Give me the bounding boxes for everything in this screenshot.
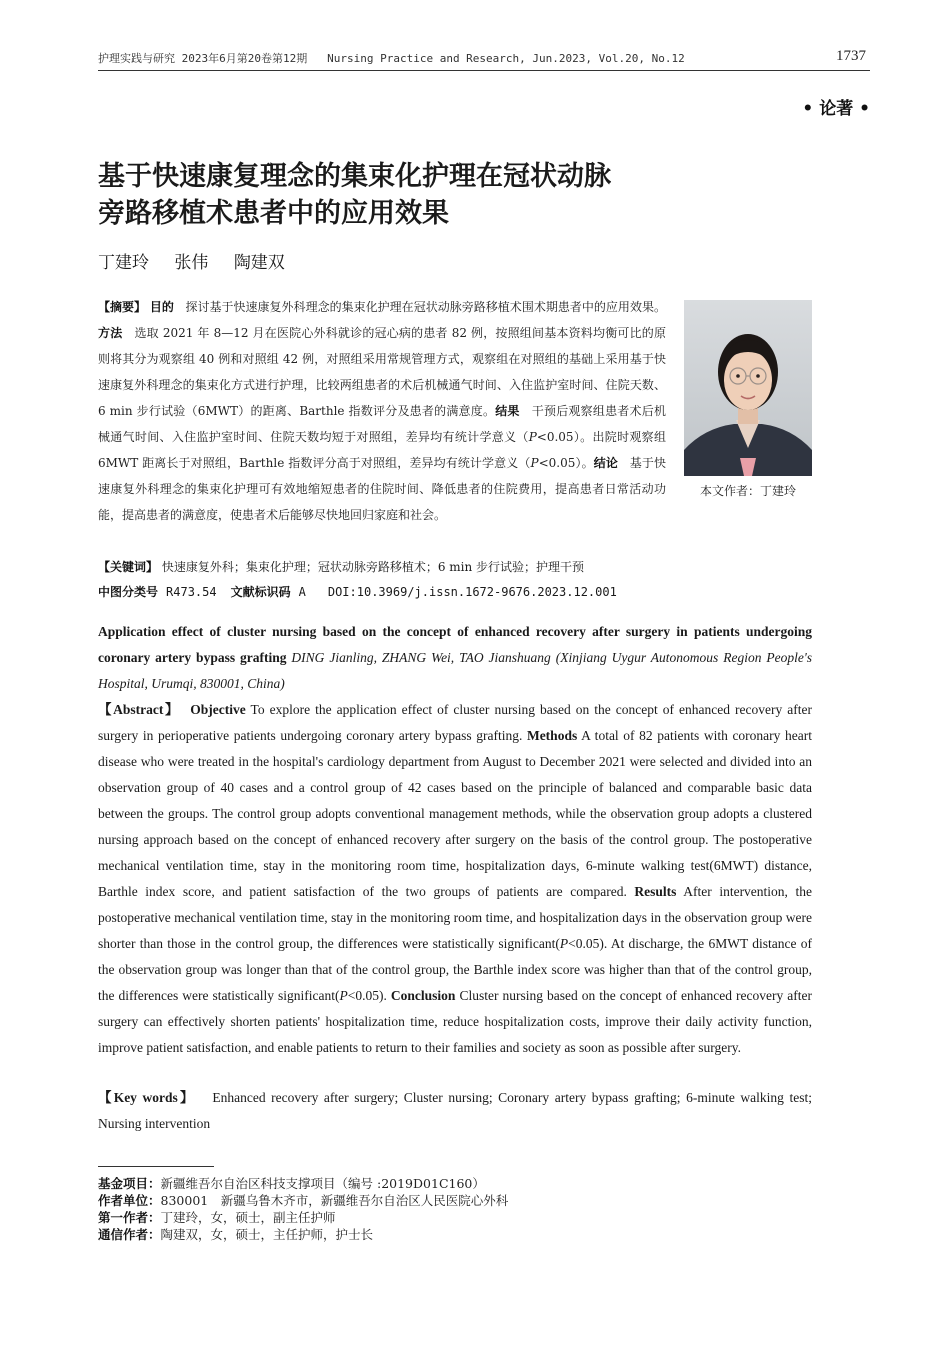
journal-info xyxy=(98,50,685,66)
abstract-label: 【Abstract】 xyxy=(98,702,181,717)
objective-text: To explore the application effect of cluster nursing based on the concept of enhanced recovery after surgery in perioperative patients undergoing coronary artery bypass grafting. xyxy=(98,702,813,743)
footnote-label: 基金项目： xyxy=(98,1176,161,1191)
results-text: ）。 xyxy=(575,456,594,470)
english-title-block xyxy=(98,619,812,697)
author-name: 丁建玲 xyxy=(98,253,149,273)
p-symbol: P xyxy=(339,988,348,1003)
footnote-label: 第一作者： xyxy=(98,1210,161,1225)
footnote-label: 通信作者： xyxy=(98,1227,161,1242)
p-value: <0.05 xyxy=(568,936,600,951)
journal-name-cn: 护理实践与研究 2023年6月第20卷第12期 xyxy=(98,52,308,65)
footnote-affiliation xyxy=(98,1192,812,1209)
methods-text: A total of 82 patients with coronary heart disease who were treated in the hospital's cardiology department from August to December 2021 were selected and divided into an observation group of 40 cases and a control group of 42 cases based on the principle of balanced and comparable basic data between the groups. The control group adopts conventional management methods, while the observation group adopts a clustered nursing approach based on the concept of enhanced recovery after surgery on the basis of the control group. The postoperative mechanical ventilation time, stay in the monitoring room time, hospitalization days, 6-minute walking test(6MWT) distance, Barthle index score, and patient satisfaction of the two groups of patients are compared. xyxy=(98,728,813,899)
p-symbol: P xyxy=(559,936,569,951)
keywords-en xyxy=(98,1085,812,1137)
author-list xyxy=(98,248,305,273)
objective-text: 探讨基于快速康复外科理念的集束化护理在冠状动脉旁路移植术围术期患者中的应用效果。 xyxy=(185,300,666,314)
running-header xyxy=(98,50,870,71)
keywords-label: 【关键词】 xyxy=(98,560,159,574)
p-value: <0.05 xyxy=(536,430,574,444)
article-title xyxy=(98,158,738,232)
conclusion-text: Cluster nursing based on the concept of enhanced recovery after surgery can effectively shorten patients' hospitalization time, reduce hospitalization costs, improve their daily activity function, improve patient satisfaction, and enable patients to return to their families and society as soon as possible after surgery. xyxy=(98,988,813,1055)
footnotes xyxy=(98,1175,812,1243)
p-value: <0.05 xyxy=(538,456,576,470)
conclusion-label: 结论 xyxy=(593,456,618,470)
doc-code: A xyxy=(298,585,306,599)
results-text: ). xyxy=(379,988,387,1003)
methods-label: Methods xyxy=(526,728,578,743)
footnote-first-author xyxy=(98,1209,812,1226)
methods-text: 选取 2021 年 8—12 月在医院心外科就诊的冠心病的患者 82 例，按照组间基本资料均衡可比的原则将其分为观察组 40 例和对照组 42 例，对照组采用常规管理方式，观察组在对照组的基础上采用基于快速康复外科理念的集束化方式进行护理，比较两组患者的术后机械通气时间、入住监护室时间、住院天数、6 min 步行试验（6MWT）的距离、Barthle 指数评分及患者的满意度。 xyxy=(98,326,666,418)
abstract-en xyxy=(98,697,812,1061)
conclusion-text: 基于快速康复外科理念的集束化护理可有效地缩短患者的住院时间、降低患者的住院费用，提高患者日常活动功能，提高患者的满意度，使患者术后能够尽快地回归家庭和社会。 xyxy=(98,456,666,522)
footnote-text: 陶建双，女，硕士，主任护师，护士长 xyxy=(160,1227,374,1242)
objective-label: Objective xyxy=(190,702,246,717)
keywords-cn xyxy=(98,554,666,580)
author-name: 陶建双 xyxy=(233,253,285,273)
author-portrait-image xyxy=(684,300,812,476)
classification-line xyxy=(98,580,631,604)
footnote-label: 作者单位： xyxy=(98,1193,161,1208)
doi: DOI:10.3969/j.issn.1672-9676.2023.12.001 xyxy=(327,585,617,599)
conclusion-label: Conclusion xyxy=(390,988,456,1003)
footnote-text: 830001 新疆乌鲁木齐市，新疆维吾尔自治区人民医院心外科 xyxy=(160,1193,509,1208)
results-label: 结果 xyxy=(495,404,520,418)
author-name: 张伟 xyxy=(174,253,209,273)
english-title: Application effect of cluster nursing based on the concept of enhanced recovery after surgery in patients undergoing coronary artery bypass grafting xyxy=(98,624,812,665)
results-text: 干预后观察组患者术后机械通气时间、入住监护室时间、住院天数均短于对照组，差异均有统计学意义（ xyxy=(98,404,666,444)
p-value: <0.05 xyxy=(347,988,379,1003)
clc-label: 中图分类号 xyxy=(98,585,159,599)
footnote-funding xyxy=(98,1175,812,1192)
results-text: ）。出院时观察组 6MWT 距离长于对照组，Barthle 指数评分高于对照组，差异均有统计学意义（ xyxy=(98,430,666,470)
author-photo xyxy=(684,300,812,476)
footnote-text: 新疆维吾尔自治区科技支撑项目（编号 :2019D01C160） xyxy=(160,1176,485,1191)
results-label: Results xyxy=(634,884,677,899)
english-authors: DING Jianling, ZHANG Wei, TAO Jianshuang (Xinjiang Uygur Autonomous Region People's Hospital, Urumqi, 830001, China) xyxy=(98,650,812,691)
p-symbol: P xyxy=(530,456,539,470)
clc-code: R473.54 xyxy=(166,585,217,599)
journal-name-en: Nursing Practice and Research, Jun.2023, Vol.20, No.12 xyxy=(327,52,685,65)
page-number: 1737 xyxy=(836,48,866,64)
footnote-text: 丁建玲，女，硕士，副主任护师 xyxy=(160,1210,336,1225)
footnote-divider xyxy=(98,1166,214,1167)
photo-caption: 本文作者：丁建玲 xyxy=(699,484,796,498)
objective-label: 目的 xyxy=(149,300,174,314)
results-text: ). At discharge, the 6MWT distance of the observation group was longer than that of the control group, the Barthle index score was higher than that of the control group, the differences were statistically significant( xyxy=(98,936,812,1003)
abstract-cn xyxy=(98,294,666,528)
keywords-text: 快速康复外科；集束化护理；冠状动脉旁路移植术；6 min 步行试验；护理干预 xyxy=(161,560,585,574)
abstract-label: 【摘要】 xyxy=(98,300,147,314)
methods-label: 方法 xyxy=(98,326,123,340)
title-line-1: 基于快速康复理念的集束化护理在冠状动脉 xyxy=(98,161,611,192)
doc-code-label: 文献标识码 xyxy=(230,585,291,599)
title-line-2: 旁路移植术患者中的应用效果 xyxy=(98,198,449,229)
results-text: After intervention, the postoperative mechanical ventilation time, stay in the monitoring room time, and hospitalization days in the observation group were shorter than those in the control group, the differences were statistically significant( xyxy=(98,884,812,951)
section-tag: • 论著 • xyxy=(802,99,870,119)
keywords-text: Enhanced recovery after surgery; Cluster nursing; Coronary artery bypass grafting; 6-minute walking test; Nursing intervention xyxy=(98,1090,812,1131)
keywords-label: 【Key words】 xyxy=(98,1090,196,1105)
p-symbol: P xyxy=(528,430,537,444)
footnote-corresponding-author xyxy=(98,1226,812,1243)
